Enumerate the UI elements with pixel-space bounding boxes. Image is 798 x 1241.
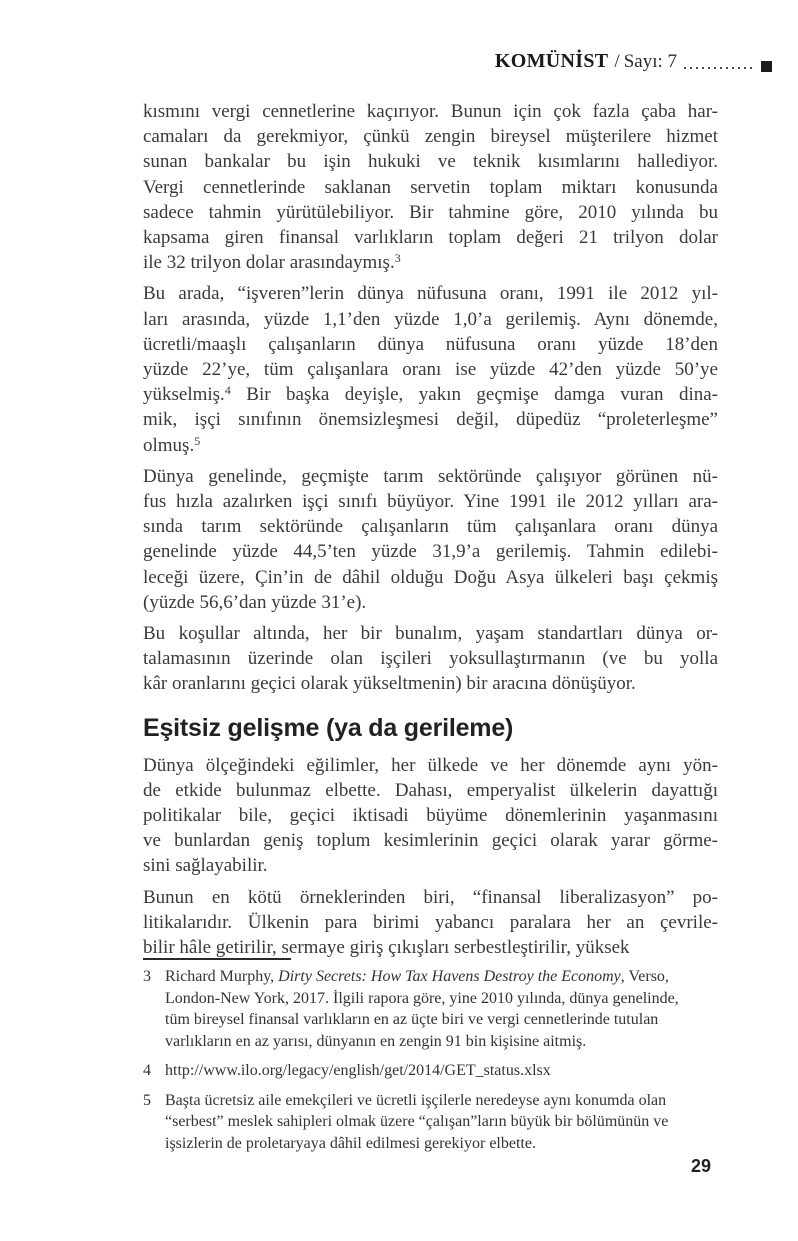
paragraph-line: olmuş.$^5$ xyxy=(143,433,201,456)
paragraph-line: yükselmiş.$^4$ Bir başka deyişle, yakın geçmişe damga vuran dina- xyxy=(143,383,718,406)
dotted-leader xyxy=(684,67,756,69)
paragraph-line: leceği üzere, Çin’in de dâhil olduğu Doğu Asya ülkeleri başı çekmiş xyxy=(143,566,718,588)
footnote-ref: 5 xyxy=(194,433,201,448)
paragraph-line: fus hızla azalırken işçi sınıfı büyüyor. Yine 1991 ile 2012 yılları ara- xyxy=(143,491,718,513)
paragraph xyxy=(143,281,718,457)
footnote-line: “serbest” meslek sahipleri olmak üzere “çalışan”ların büyük bir bölümünün ve xyxy=(165,1113,669,1130)
paragraph-line: sında tarım sektöründe çalışanların tüm çalışanlara oranı dünya xyxy=(143,516,718,538)
paragraph-line: kâr oranlarını geçici olarak yükseltmenin) bir aracına dönüşüyor. xyxy=(143,673,636,695)
paragraph-line: (yüzde 56,6’dan yüzde 31’e). xyxy=(143,591,367,613)
footnote xyxy=(143,1060,743,1082)
footnotes-block xyxy=(143,958,743,1162)
paragraph xyxy=(143,464,718,615)
footnote xyxy=(143,966,743,1052)
footnote-line: London-New York, 2017. İlgili rapora göre, yine 2010 yılında, dünya genelinde, xyxy=(165,989,679,1007)
paragraph-line: mik, işçi sınıfının önemsizleşmesi değil, düpedüz “proleterleşme” xyxy=(143,409,718,431)
paragraph-line: Dünya ölçeğindeki eğilimler, her ülkede ve her dönemde aynı yön- xyxy=(143,754,718,776)
paragraph-line: Bu arada, “işveren”lerin dünya nüfusuna oranı, 1991 ile 2012 yıl- xyxy=(143,283,718,305)
footnote-line: Başta ücretsiz aile emekçileri ve ücretli işçilerle neredeyse aynı konumda olan xyxy=(165,1091,667,1109)
footnote-line: Richard Murphy, Dirty Secrets: How Tax Havens Destroy the Economy, Verso, xyxy=(165,968,669,985)
footnote-list xyxy=(143,966,743,1154)
journal-title: KOMÜNİST xyxy=(494,50,609,72)
running-header xyxy=(495,50,772,73)
footnote-ref: 3 xyxy=(394,251,401,266)
paragraph-line: Vergi cennetlerinde saklanan servetin toplam miktarı konusunda xyxy=(143,176,718,198)
paragraph-line: sadece tahmin yürütülebiliyor. Bir tahmine göre, 2010 yılında bu xyxy=(143,201,718,223)
paragraph xyxy=(143,99,718,275)
footnote-line: http://www.ilo.org/legacy/english/get/2014/GET_status.xlsx xyxy=(165,1062,551,1079)
paragraph xyxy=(143,753,718,879)
italic-title: Dirty Secrets: How Tax Havens Destroy the Economy xyxy=(278,968,621,985)
paragraph-line: Bu koşullar altında, her bir bunalım, yaşam standartları dünya or- xyxy=(143,623,718,645)
paragraph-line: kapsama giren finansal varlıkların toplam değeri 21 trilyon dolar xyxy=(143,227,718,249)
paragraph-line: ile 32 trilyon dolar arasındaymış.$^3$ xyxy=(143,251,401,274)
paragraph-line: Dünya genelinde, geçmişte tarım sektöründe çalışıyor görünen nü- xyxy=(143,465,718,487)
footnote-ref: 4 xyxy=(224,383,231,398)
footnote-line: tüm bireysel finansal varlıkların en az üçte biri ve vergi cennetlerinde tutulan xyxy=(165,1011,659,1028)
paragraph-line: bilir hâle getirilir, sermaye giriş çıkışları serbestleştirilir, yüksek xyxy=(143,937,630,959)
paragraph-line: politikalar bile, geçici iktisadi büyüme dönemlerinin yaşanmasını xyxy=(143,805,718,827)
body-text-column xyxy=(143,99,718,966)
footnote-line: işsizlerin de proletaryaya dâhil edilmesi gerekiyor elbette. xyxy=(165,1134,536,1152)
paragraph-line: yüzde 22’ye, tüm çalışanlara oranı ise yüzde 42’den yüzde 50’ye xyxy=(143,359,718,381)
paragraph-line: camaları da gerekmiyor, çünkü zengin bireysel müşterilere hizmet xyxy=(143,126,718,148)
page-number: 29 xyxy=(690,1156,711,1176)
footnote-text xyxy=(165,1090,668,1155)
issue-label: Sayı: 7 xyxy=(623,51,677,72)
footnote xyxy=(143,1090,743,1155)
paragraph-line: ları arasında, yüzde 1,1’den yüzde 1,0’a gerilemiş. Aynı dönemde, xyxy=(143,308,718,330)
section-heading: Eşitsiz gelişme (ya da gerileme) xyxy=(143,713,514,742)
footnote-text xyxy=(165,1060,551,1082)
paragraph-line: litikalarıdır. Ülkenin para birimi yabancı paralara her an çevrile- xyxy=(143,911,718,933)
footnote-number: 4 xyxy=(143,1062,151,1079)
header-bullet-square-icon xyxy=(761,61,772,72)
footnote-text xyxy=(165,966,679,1052)
paragraph-line: genelinde yüzde 44,5’ten yüzde 31,9’a gerilemiş. Tahmin edilebi- xyxy=(143,541,718,563)
paragraph-line: ücretli/maaşlı çalışanların dünya nüfusuna oranı yüzde 18’den xyxy=(143,333,718,355)
footnote-line: varlıkların en az yarısı, dünyanın en zengin 91 bin kişisine aitmiş. xyxy=(165,1032,587,1050)
paragraph-line: kısmını vergi cennetlerine kaçırıyor. Bunun için çok fazla çaba har- xyxy=(143,101,718,122)
paragraph xyxy=(143,885,718,961)
paragraph-line: de etkide bulunmaz elbette. Dahası, emperyalist ülkelerin dayattığı xyxy=(143,779,718,801)
footnote-number: 5 xyxy=(143,1091,151,1109)
paragraph-line: sini sağlayabilir. xyxy=(143,855,268,877)
header-separator: / xyxy=(614,51,620,72)
footnote-number: 3 xyxy=(143,968,151,985)
paragraph-line: ve bunlardan geniş toplum kesimlerinin geçici olarak yarar görme- xyxy=(143,830,718,852)
paragraph-line: sunan bankalar bu işin hukuki ve teknik kısımlarını hallediyor. xyxy=(143,151,718,173)
paragraph-line: talamasının üzerinde olan işçileri yoksullaştırmanın (ve bu yolla xyxy=(143,648,718,670)
paragraph-line: Bunun en kötü örneklerinden biri, “finansal liberalizasyon” po- xyxy=(143,886,718,908)
footnote-separator xyxy=(143,958,291,960)
paragraph xyxy=(143,621,718,697)
